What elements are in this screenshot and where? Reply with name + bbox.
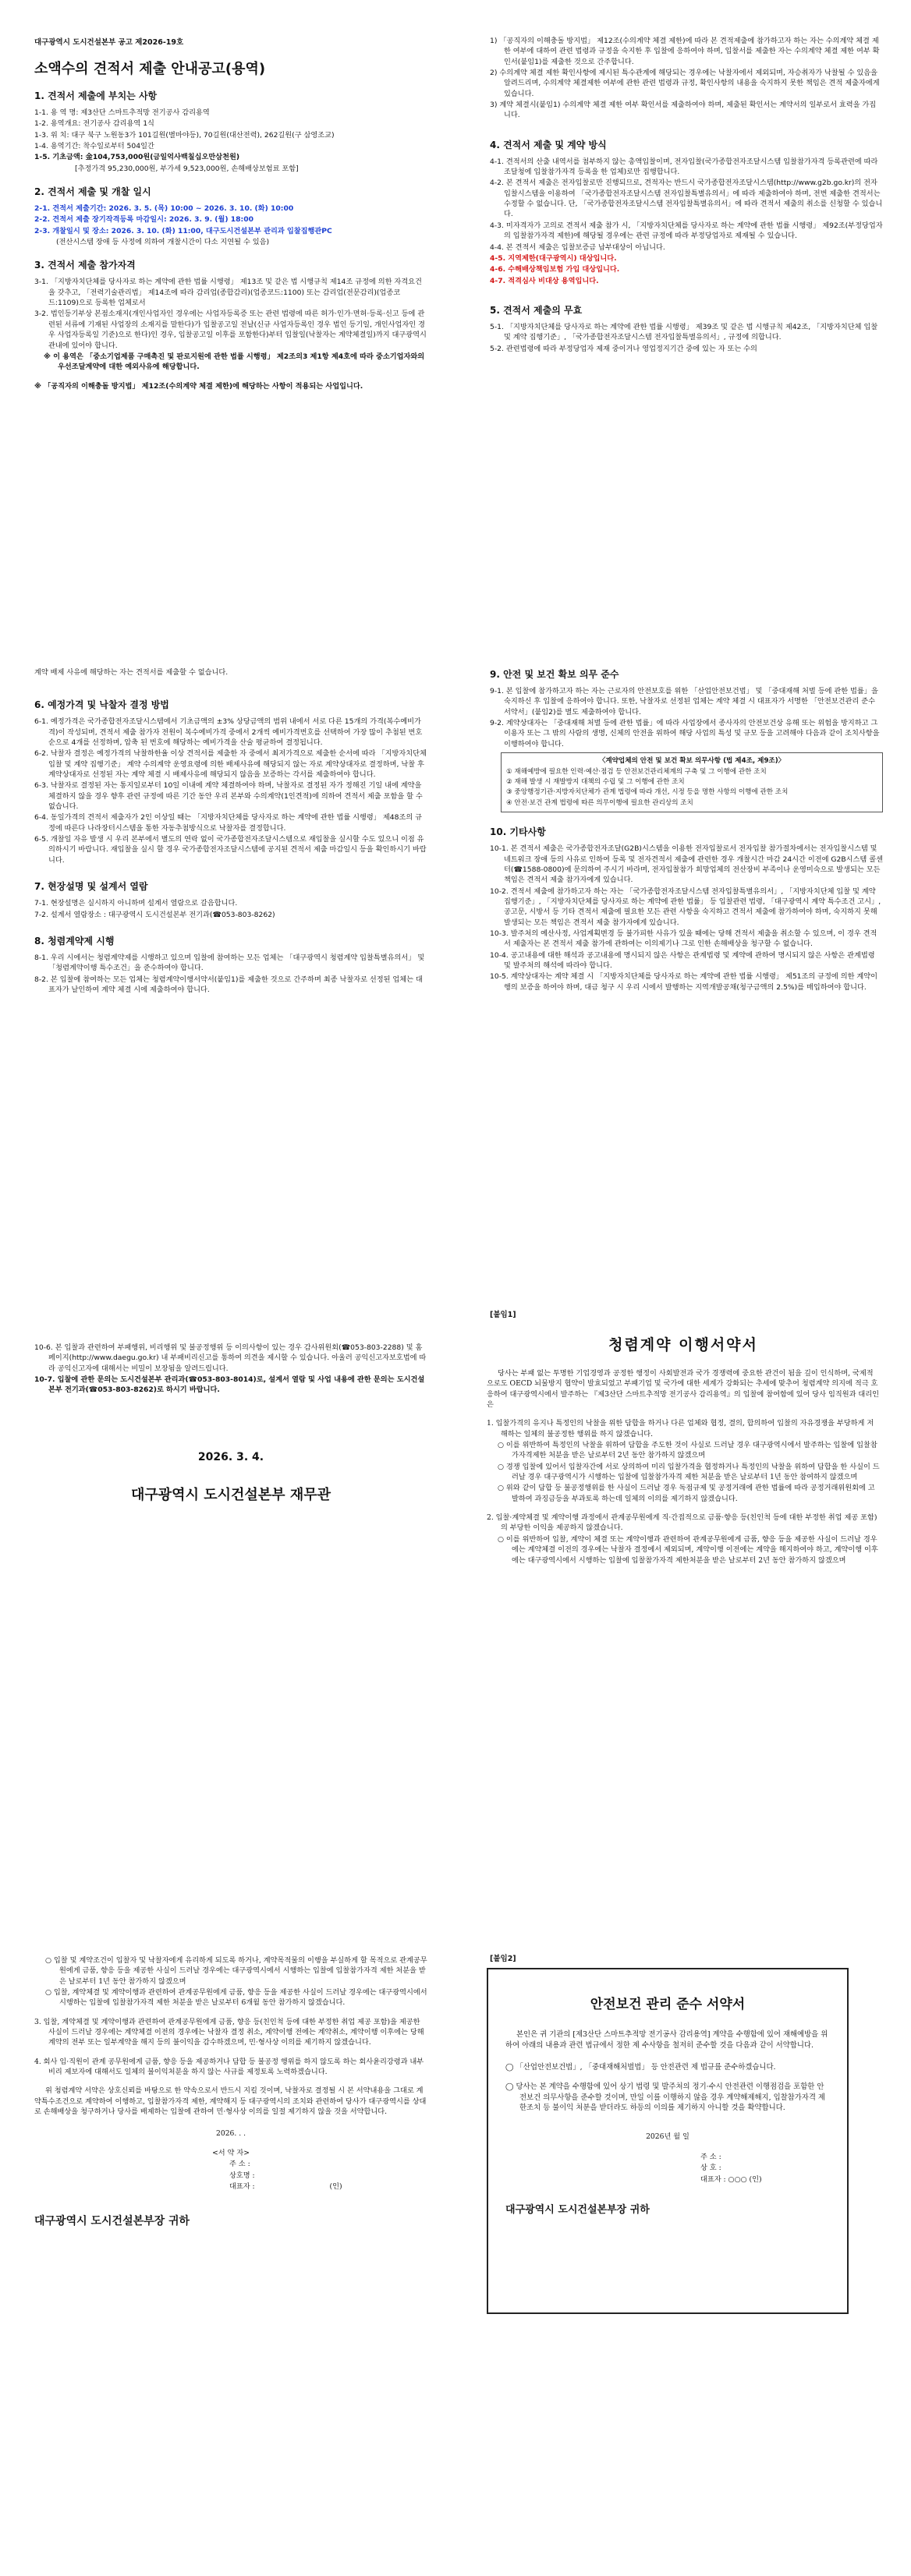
safety-pledge-frame [487, 1968, 849, 2314]
section-4-item: 4-2. 본 견적서 제출은 전자입찰로만 진행되므로, 견적자는 반드시 국가종합전자조달시스템(http://www.g2b.go.kr)의 전자입찰시스템을 이용하여 「국가종합전자조달시스템 전자입찰특별유의서」에 따라 제출하여야 하며, 전번 제출한 견적서는 수정할 수 없습니다. 단, 「국가종합전자조달시스템 전자입찰특별유의서」에 따라 견적서 제출의 취소를 신청할 수 있습니다. [490, 179, 883, 219]
safety-address: 주 소 : [700, 2153, 721, 2162]
section-4-item-highlight: 4-6. 수해배상책임보험 가입 대상입니다. [490, 265, 620, 274]
pledge-item: 3. 입찰, 계약체결 및 계약이행과 관련하여 관계공무원에게 금품, 향응 등(친인척 등에 대한 부정한 취업 제공 포함)을 제공한 사실이 드러날 경우에는 계약체결 이전의 경우에는 낙찰자 결정 취소, 계약이행 전에는 계약취소, 계약이행 이후에는 당해 계약의 전부 또는 일부계약을 해지 등의 불이익을 감수하겠으며, 민·형사상 이의를 제기하지 않겠습니다. [34, 2017, 424, 2047]
section-2-item: 2-3. 개찰일시 및 장소: 2026. 3. 10. (화) 11:00, 대구도시건설본부 관리과 입찰집행관PC [34, 226, 332, 235]
section-8-item: 8-2. 본 입찰에 참여하는 모든 업체는 청렴계약이행서약서(붙임1)를 제출한 것으로 간주하며 최종 낙찰자로 선정된 업체는 대표자가 날인하여 계약 체결 시에 제출하여야 합니다. [34, 975, 423, 994]
section-1-item: 1-1. 용 역 명: 제3산단 스마트추적망 전기공사 감리용역 [34, 108, 210, 117]
pledge-intro: 당사는 부패 없는 투명한 기업경영과 공정한 행정이 사회발전과 국가 경쟁력에 중요한 관건이 됨을 깊이 인식하며, 국제적으로도 OECD 뇌물방지 협약이 발효되었고 부패기업 및 국가에 대한 세계가 강화되는 추세에 맞추어 청렴계약 의지에 적극 호응하여 대구광역시에서 발주하는 『제3산단 스마트추적망 전기공사 감리용역』의 입찰에 참여함에 있어 당사 임직원과 대리인은 [487, 1369, 880, 1410]
integrity-pledge-continued [34, 1955, 427, 2228]
notice-column-left [34, 667, 427, 996]
section-3-item: 3-1. 「지방자치단체를 당사자로 하는 계약에 관한 법률 시행령」 제13조 및 같은 법 시행규칙 제14조 규정에 의한 자격요건을 갖추고, 「전력기술관리법」 제14조에 따라 감리업(종합감리)(업종코드:1100) 또는 감리업(전문감리)(업종코드:1109)으로 등록한 업체로서 [34, 278, 422, 308]
notice-column-right [490, 36, 883, 355]
section-4-item-highlight: 4-7. 적격심사 비대상 용역입니다. [490, 276, 599, 285]
section-7-item: 7-1. 현장설명은 실시하지 아니하며 설계서 열람으로 갈음합니다. [34, 899, 238, 908]
conflict-item: 3) 계약 체결시(붙임1) 수의계약 체결 제한 여부 확인서를 제출하여야 하며, 제출된 확인서는 계약서의 일부로서 효력을 가집니다. [490, 101, 877, 120]
safety-pledge-intro: 본인은 귀 기관의 [제3산단 스마트추적망 전기공사 감리용역] 계약을 수행함에 있어 재해예방을 위하여 아래의 내용과 관련 법규에서 정한 제 수사항을 철저히 준수할 것을 다음과 같이 서약합니다. [505, 2030, 828, 2050]
section-2-item: 2-2. 견적서 제출 장기작격등록 마감일시: 2026. 3. 9. (월) 18:00 [34, 215, 254, 225]
section-4-item: 4-1. 견적서의 산출 내역서를 첨부하지 않는 총액입찰이며, 전자입찰(국가종합전자조달시스템 입찰참가자격 등록관련에 따라 조달청에 입찰참가자격 등록을 한 업체)로만 집행합니다. [490, 157, 878, 177]
pledge-date: 2026. . . [216, 2129, 246, 2139]
page-2 [456, 0, 911, 644]
page-3 [0, 644, 456, 1288]
pledger-representative [229, 2181, 427, 2192]
page-7 [0, 1932, 456, 2576]
section-9-heading: 9. 안전 및 보건 확보 의무 준수 [490, 669, 619, 680]
section-6-item: 6-5. 개찰일 자유 발생 시 우리 본부에서 별도의 연락 없이 국가종합전자조달시스템으로 재입찰을 실시할 수도 있으니 이점 유의하시기 바랍니다. 재입찰을 실시 할 경우 국가종합전자조달시스템에 공지된 견적서 제출 마감일시 등을 확인하시기 바랍니다. [34, 835, 427, 865]
base-price: 1-5. 기초금액: 金104,753,000원(금일억사백칠십오만삼천원) [34, 153, 240, 162]
page-5 [0, 1288, 456, 1932]
page-4 [456, 644, 911, 1288]
pledge-sub-item: ○ 입찰 및 계약조건이 입찰자 및 낙찰자에게 유리하게 되도록 하거나, 계약목적물의 이행을 부실하게 할 목적으로 관계공무원에게 금품, 향응 등을 제공한 사실이 드러날 경우에는 대구광역시에서 시행하는 입찰에 입찰참가자격 제한 처분을 받은 날로부터 1년 동안 참가하지 않겠으며 [45, 1956, 427, 1986]
pledger-representative-label: 대표자 : [229, 2181, 255, 2191]
section-3-conflict-note: ※ 「공직자의 이해충돌 방지법」 제12조(수의계약 체결 제한)에 해당하는 사항이 적용되는 사업입니다. [34, 381, 363, 391]
section-5-item: 5-1. 「지방자치단체를 당사자로 하는 계약에 관한 법률 시행령」 제39조 및 같은 법 시행규칙 제42조, 「지방자치단체 입찰 및 계약 집행기준」, 「국가종합전자조달시스템 전자입찰특별유의서」, 규정에 의합니다. [490, 322, 878, 342]
section-8-heading: 8. 청렴계약제 시행 [34, 935, 115, 947]
section-1-item: 1-4. 용역기간: 착수일로부터 504일간 [34, 142, 154, 151]
safety-company: 상 호 : [700, 2164, 721, 2173]
safety-obligation-box [501, 752, 883, 812]
section-6-item: 6-3. 낙찰자로 결정된 자는 통지일로부터 10일 이내에 계약 체결하여야 하며, 낙찰자로 결정된 자가 정해진 기일 내에 계약을 체결하지 않을 경우 향후 관련 규정에 따른 기간 동안 우리 본부와 수의계약(1인견적)에 의하여 견적서 제출 포함을 할 수 없습니다. [34, 781, 423, 812]
pledge-title: 청렴계약 이행서약서 [608, 1336, 758, 1353]
safety-pledge-addressee: 대구광역시 도시건설본부장 귀하 [505, 2204, 650, 2217]
continued-text: 계약 배제 사유에 해당하는 자는 견적서를 제출할 수 없습니다. [34, 668, 229, 677]
safety-pledge-title: 안전보건 관리 준수 서약서 [590, 1997, 746, 2012]
section-1-heading: 1. 견적서 제출에 부치는 사항 [34, 90, 158, 101]
section-10-item: 10-3. 발주처의 예산사정, 사업계획변경 등 불가피한 사유가 있을 때에는 당해 견적서 제출을 취소할 수 있으며, 이 경우 견적서 제출자는 본 견적서 제출 참가에 관하여는 이의제기나 그로 인한 손해배상을 청구할 수 없습니다. [490, 929, 877, 949]
pledger-address: 주 소 : [229, 2160, 250, 2169]
section-6-item: 6-1. 예정가격은 국가종합전자조달시스템에서 기초금액의 ±3% 상당금액의 범위 내에서 서로 다른 15개의 가격(복수예비가격)이 작성되며, 견적서 제출 참가자 전원이 복수예비가격 중에서 2개씩 예비가격번호를 선택하여 가장 많이 추첨된 번호 순으로 4개를 선정하며, 압축 된 번호에 해당하는 예비가격을 산술 평균하여 결정됩니다. [34, 717, 423, 748]
notice-column-left [34, 36, 427, 392]
pledge-sub-item: ○ 이를 위반하여 특정인의 낙찰을 위하여 담합을 주도한 것이 사실로 드러날 경우 대구광역시에서 발주하는 입찰에 입찰참가자격제한 처분을 받은 날로부터 2년 동안 참가하지 않겠으며 [498, 1441, 877, 1460]
safety-representative: 대표자 : ○○○ (인) [700, 2174, 762, 2184]
pledge-sub-item: ○ 입찰, 계약체결 및 계약이행과 관련하여 관계공무원에게 금품, 향응 등을 제공한 사실이 드러날 경우에는 대구광역시에서 시행하는 입찰에 입찰참가자격 제한 처분을 받은 날로부터 6개월 동안 참가하지 않겠습니다. [45, 1988, 427, 2008]
safety-box-item: ① 재해예방에 필요한 인력·예산·점검 등 안전보건관리체계의 구축 및 그 이행에 관한 조치 [506, 767, 767, 776]
safety-pledge-date: 2026년 월 일 [646, 2132, 689, 2141]
integrity-pledge [487, 1324, 880, 1929]
page-title: 소액수의 견적서 제출 안내공고(용역) [34, 61, 266, 77]
section-9-item: 9-2. 계약상대자는 「중대재해 처벌 등에 관한 법률」에 따라 사업장에서 종사자의 안전보건상 유해 또는 위험을 방지하고 그 이용자 또는 그 밖의 사람의 생명, 신체의 안전을 위하여 해당 사업의 특성 및 규모 등을 고려해야 다음과 같이 조치사항을 이행하여야 합니다. [490, 719, 880, 748]
pledger-title: <서 약 자> [212, 2148, 250, 2157]
pledger-company: 상호명 : [229, 2171, 255, 2180]
section-1-item: 1-3. 위 치: 대구 북구 노원동3가 101길원(별마야등), 70길원(대산전력), 262길원(구 삼영조교) [34, 130, 335, 140]
conflict-item: 1) 「공직자의 이해충돌 방지법」 제12조(수의계약 체결 제한)에 따라 본 견적제출에 참가하고자 하는 자는 수의계약 체결 제한 여부에 대하여 관련 법령과 규정을 숙지한 후 입찰에 응하여야 하며, 입찰서를 제출한 자는 수의계약 체결 제한 여부 확인서(붙임1)를 제출한 것으로 간주합니다. [490, 37, 880, 66]
section-10-item: 10-4. 공고내용에 대한 해석과 공고내용에 명시되지 않은 사항은 관계법령 및 계약에 관하여 명시되지 않은 사항은 관계법령 및 발주처의 해석에 따라야 합니다. [490, 950, 875, 971]
page-6 [456, 1288, 911, 1932]
section-10-item: 10-6. 본 입찰과 관련하여 부패행위, 비리행위 및 불공정행위 등 이의사항이 있는 경우 감사위원회(☎053-803-2288) 및 홈페이지(http://www.daegu.go.kr) 내 부패비리신고를 통하여 의견을 제시할 수 있습니다. 아울러 공익신고자보호법에 따라 공익신고자에 대해서는 비밀이 보장됨을 알려드립니다. [34, 1343, 427, 1373]
section-2-item: 2-1. 견적서 제출기간: 2026. 3. 5. (목) 10:00 ~ 2026. 3. 10. (화) 10:00 [34, 204, 294, 214]
pledge-sub-item: ○ 위와 같이 담합 등 불공정행위를 한 사실이 드러날 경우 독점규제 및 공정거래에 관한 법률에 따라 공정거래위원회에 고발하여 과징금등을 부과토록 하는데 일체의 이의를 제기하지 않겠습니다. [498, 1484, 875, 1503]
section-2-heading: 2. 견적서 제출 및 개찰 일시 [34, 186, 151, 198]
section-3-heading: 3. 견적서 제출 참가자격 [34, 260, 136, 271]
section-5-heading: 5. 견적서 제출의 무효 [490, 304, 583, 316]
notice-number: 대구광역시 도시건설본부 공고 제2026-19호 [34, 38, 184, 47]
safety-pledge-fields [700, 2152, 830, 2185]
notice-closing [34, 1343, 427, 1504]
conflict-item: 2) 수의계약 체결 제한 확인사항에 제시된 특수관계에 해당되는 경우에는 낙찰자에서 제외되며, 자승취자가 낙찰될 수 있음을 알려드리며, 수의계약 체결제한 여부에 관한 관련 법령과 규정, 확인사항의 내용을 숙지하지 못한 책임은 견적 제출자에게 있습니다. [490, 69, 880, 98]
safety-box-item: ④ 안전·보건 관계 법령에 따른 의무이행에 필요한 관리상의 조치 [506, 798, 693, 807]
notice-date: 2026. 3. 4. [197, 1450, 264, 1463]
section-6-heading: 6. 예정가격 및 낙찰자 결정 방법 [34, 699, 169, 711]
section-4-item: 4-4. 본 견적서 제출은 입찰보증금 납부대상이 아닙니다. [490, 242, 665, 252]
section-5-item: 5-2. 관련법령에 따라 부정당업자 제재 중이거나 영업정지기간 중에 있는 자 또는 수의 [490, 344, 757, 353]
section-7-item: 7-2. 설계서 열람장소 : 대구광역시 도시건설본부 전기과(☎053-803-8262) [34, 910, 275, 919]
section-10-item: 10-5. 계약상대자는 계약 체결 시 「지방자치단체를 당사자로 하는 계약에 관한 법률 시행령」 제51조의 규정에 의한 계약이행의 보증을 하여야 하며, 대금 청구 시 우리 시에서 발행하는 지역개발공채(청구금액의 2.5%)를 매입하여야 합니다. [490, 972, 878, 992]
pledge-item: 1. 입찰가격의 유지나 특정인의 낙찰을 위한 담합을 하거나 다른 업체와 협정, 결의, 합의하여 입찰의 자유경쟁을 부당하게 저해하는 일체의 불공정한 행위를 하지 않겠습니다. [487, 1419, 874, 1438]
safety-pledge-item: ◯ 당사는 본 계약을 수행함에 있어 상기 법령 및 발주처의 정기·수시 안전관련 이행점검을 포함한 안전보건 의무사항을 준수할 것이며, 만일 이를 이행하지 않을 경우 계약해제해지, 입찰참가자격 제한조치 등 불이익 처분을 받더라도 하등의 이의를 제기하지 아니할 것을 확약합니다. [505, 2082, 825, 2113]
section-4-item-highlight: 4-5. 지역제한(대구광역시) 대상입니다. [490, 253, 617, 263]
notice-issuer: 대구광역시 도시건설본부 재무관 [131, 1486, 331, 1503]
safety-box-item: ② 재해 발생 시 재발방지 대책의 수립 및 그 이행에 관한 조치 [506, 777, 685, 786]
pledge-sub-item: ○ 경쟁 입찰에 있어서 입찰자간에 서로 상의하여 미리 입찰가격을 협정하거나 특정인의 낙찰을 위하여 담합을 한 사실이 드러날 경우 대구광역시가 시행하는 입찰에 입찰참가자격 제한 처분을 받은 날로부터 1년 동안 참여하지 않겠으며 [498, 1462, 880, 1482]
notice-column-right [490, 667, 883, 993]
page-1 [0, 0, 456, 644]
pledger-fields [229, 2159, 427, 2192]
section-3-item: 3-2. 법인등기부상 본점소재지(개인사업자인 경우에는 사업자등록증 또는 관련 법령에 따른 허가·인가·면허·등록·신고 등에 관련된 서류에 기재된 사업장의 소재지를 말한다)가 입찰공고일 전날(신규 사업자등록인 경우 법인 등기일, 개인사업자인 경우 사업자등록일 기준)으로 한다)인 경우, 입찰공고일 이후를 포함한다)부터 입찰일(낙찰자는 계약체결일)까지 대구광역시 관내에 있어야 합니다. [34, 310, 427, 350]
section-2-note: (전산시스템 장애 등 사정에 의하여 개찰시간이 다소 지연될 수 있음) [56, 238, 270, 247]
attachment-tag: [붙임2] [490, 1955, 516, 1963]
page-8 [456, 1932, 911, 2576]
safety-box-title: 〈계약업체의 안전 및 보건 확보 의무사항 (법 제4조, 제9조)〉 [598, 757, 785, 766]
section-9-item: 9-1. 본 입찰에 참가하고자 하는 자는 근로자의 안전보호를 위한 「산업안전보건법」 및 「중대재해 처벌 등에 관한 법률」을 숙지하신 후 입찰에 응하여야 합니다. 또한, 낙찰자로 선정된 업체는 계약 체결 시 대표자가 서명한 「안전보건관리 준수 서약서」(붙임2)를 별도 제출하여야 합니다. [490, 687, 878, 717]
section-7-heading: 7. 현장설명 및 설계서 열람 [34, 881, 148, 893]
section-10-item: 10-1. 본 견적서 제출은 국가종합전자조달(G2B)시스템을 이용한 전자입찰로서 전자입찰 참가절차에서는 전자입찰시스템 및 네트워크 장애 등의 사유로 인하여 등록 및 전자견적서 제출에 관련한 경우 개찰시간 마감 24시간 이전에 G2B시스템 콜센터(☎1588-0800)에 문의하여 주시기 바라며, 전자입찰참가 희망업체의 전산장비 부족이나 운영미숙으로 발생되는 모든 책임은 견적서 제출 참가자에게 있습니다. [490, 844, 883, 885]
base-price-note: [추정가격 95,230,000원, 부가세 9,523,000원, 손해배상보험료 포함] [75, 164, 299, 173]
pledge-item: 2. 입찰·계약체결 및 계약이행 과정에서 관계공무원에게 직·간접적으로 금품·향응 등(친인척 등에 대한 부정한 취업 제공 포함)의 부당한 이익을 제공하지 않겠습니다. [487, 1513, 877, 1533]
seal-mark: (인) [329, 2181, 342, 2191]
section-4-item: 4-3. 미자격자가 고의로 견적서 제출 참가 시, 「지방자치단체를 당사자로 하는 계약에 관한 법률 시행령」 제92조(부정당업자의 입찰참가자격 제한)에 해당될 경우에는 관련 규정에 따라 부정당업자로 제재될 수 있습니다. [490, 221, 883, 241]
section-6-item: 6-2. 낙찰자 결정은 예정가격의 낙찰하한율 이상 견적서를 제출한 자 중에서 최저가격으로 제출한 순서에 따라 「지방자치단체 입찰 및 계약 집행기준」 계약 수의계약 운영요령에 의한 배제사유에 해당되지 않는 자로 계약상대자로 결정하며, 낙찰 후 계약상대자로 선정된 자는 계약 체결 시 배제사유에 해당되지 않음을 보증하는 각서를 제출하여야 합니다. [34, 749, 427, 780]
pledge-addressee: 대구광역시 도시건설본부장 귀하 [34, 2215, 190, 2228]
safety-pledge-body [488, 2029, 847, 2216]
section-10-contact: 10-7. 입찰에 관한 문의는 도시건설본부 관리과(☎053-803-8014)로, 설계서 열람 및 사업 내용에 관한 문의는 도시건설본부 전기과(☎053-803-8262)로 하시기 바랍니다. [34, 1375, 425, 1395]
section-10-item: 10-2. 견적서 제출에 참가하고자 하는 자는 「국가종합전자조달시스템 전자입찰특별유의서」, 「지방자치단체 입찰 및 계약 집행기준」, 「지방자치단체를 당사자로 하는 계약에 관한 법률」 등 입찰관련 법령, 「대구광역시 계약 특수조건 고시」, 공고문, 시방서 등 기타 견적서 제출에 필요한 모든 관련 사항을 숙지하고 견적서 제출에 참가하여야 하며, 숙지하지 못해 발생되는 모든 책임은 견적서 제출 참가자에게 있습니다. [490, 886, 881, 927]
safety-pledge-item: ◯ 「산업안전보건법」, 「중대재해처벌법」 등 안전관련 제 법규를 준수하겠습니다. [505, 2063, 776, 2072]
safety-box-item: ③ 중앙행정기관·지방자치단체가 관계 법령에 따라 개선, 시정 등을 명한 사항의 이행에 관한 조치 [506, 788, 789, 797]
section-3-note: ※ 이 용역은 「중소기업제품 구매촉진 및 판로지원에 관한 법률 시행령」 제2조의3 제1항 제4호에 따라 중소기업자와의 우선조달계약에 대한 예외사유에 해당합니다. [44, 352, 425, 372]
section-6-item: 6-4. 동일가격의 견적서 제출자가 2인 이상일 때는 「지방자치단체를 당사자로 하는 계약에 관한 법률 시행령」 제48조의 규정에 따른다 나라장터시스템을 통한 자동추첨방식으로 낙찰자를 결정합니다. [34, 813, 423, 833]
section-8-item: 8-1. 우리 시에서는 청렴계약제를 시행하고 있으며 입찰에 참여하는 모든 업체는 「대구광역시 청렴계약 입찰특별유의서」 및 「청렴계약이행 특수조건」을 준수하여야 합니다. [34, 953, 425, 973]
section-4-heading: 4. 견적서 제출 및 계약 방식 [490, 139, 607, 150]
pledge-sub-item: ○ 이를 위반하여 입찰, 계약이 체결 또는 계약이행과 관련하여 관계공무원에게 금품, 향응 등을 제공한 사실이 드러날 경우에는 계약체결 이전의 경우에는 낙찰자 결정에서 제외되며, 계약이행 이전에는 계약을 해지하여야 하고, 계약이행 이후에는 대구광역시에서 시행하는 입찰에 입찰참가자격 제한처분을 받은 날로부터 2년 동안 참가하지 않겠으며 [498, 1534, 878, 1565]
section-10-heading: 10. 기타사항 [490, 826, 546, 838]
pledge-item: 4. 회사 임·직원이 관계 공무원에게 금품, 향응 등을 제공하거나 담합 등 불공정 행위를 하지 않도록 하는 회사윤리강령과 내부비리 제보자에 대해서도 일체의 불이익처분을 하지 않는 사규를 제정토록 노력하겠습니다. [34, 2057, 424, 2077]
attachment-tag: [붙임1] [490, 1311, 516, 1319]
section-1-item: 1-2. 용역개요: 전기공사 감리용역 1식 [34, 119, 154, 129]
pledge-closing: 위 청렴계약 서약은 상호신뢰를 바탕으로 한 약속으로서 반드시 지킬 것이며, 낙찰자로 결정될 시 본 서약내용을 그대로 계약특수조건으로 계약하여 이행하고, 입찰참가자격 제한, 계약해지 등 대구광역시의 조치와 관련하여 당사가 대구광역시를 상대로 손해배상을 청구하거나 당사를 배제하는 입찰에 관하여 민·형사상 이의를 일절 제기하지 않을 것을 서약합니다. [34, 2086, 427, 2117]
